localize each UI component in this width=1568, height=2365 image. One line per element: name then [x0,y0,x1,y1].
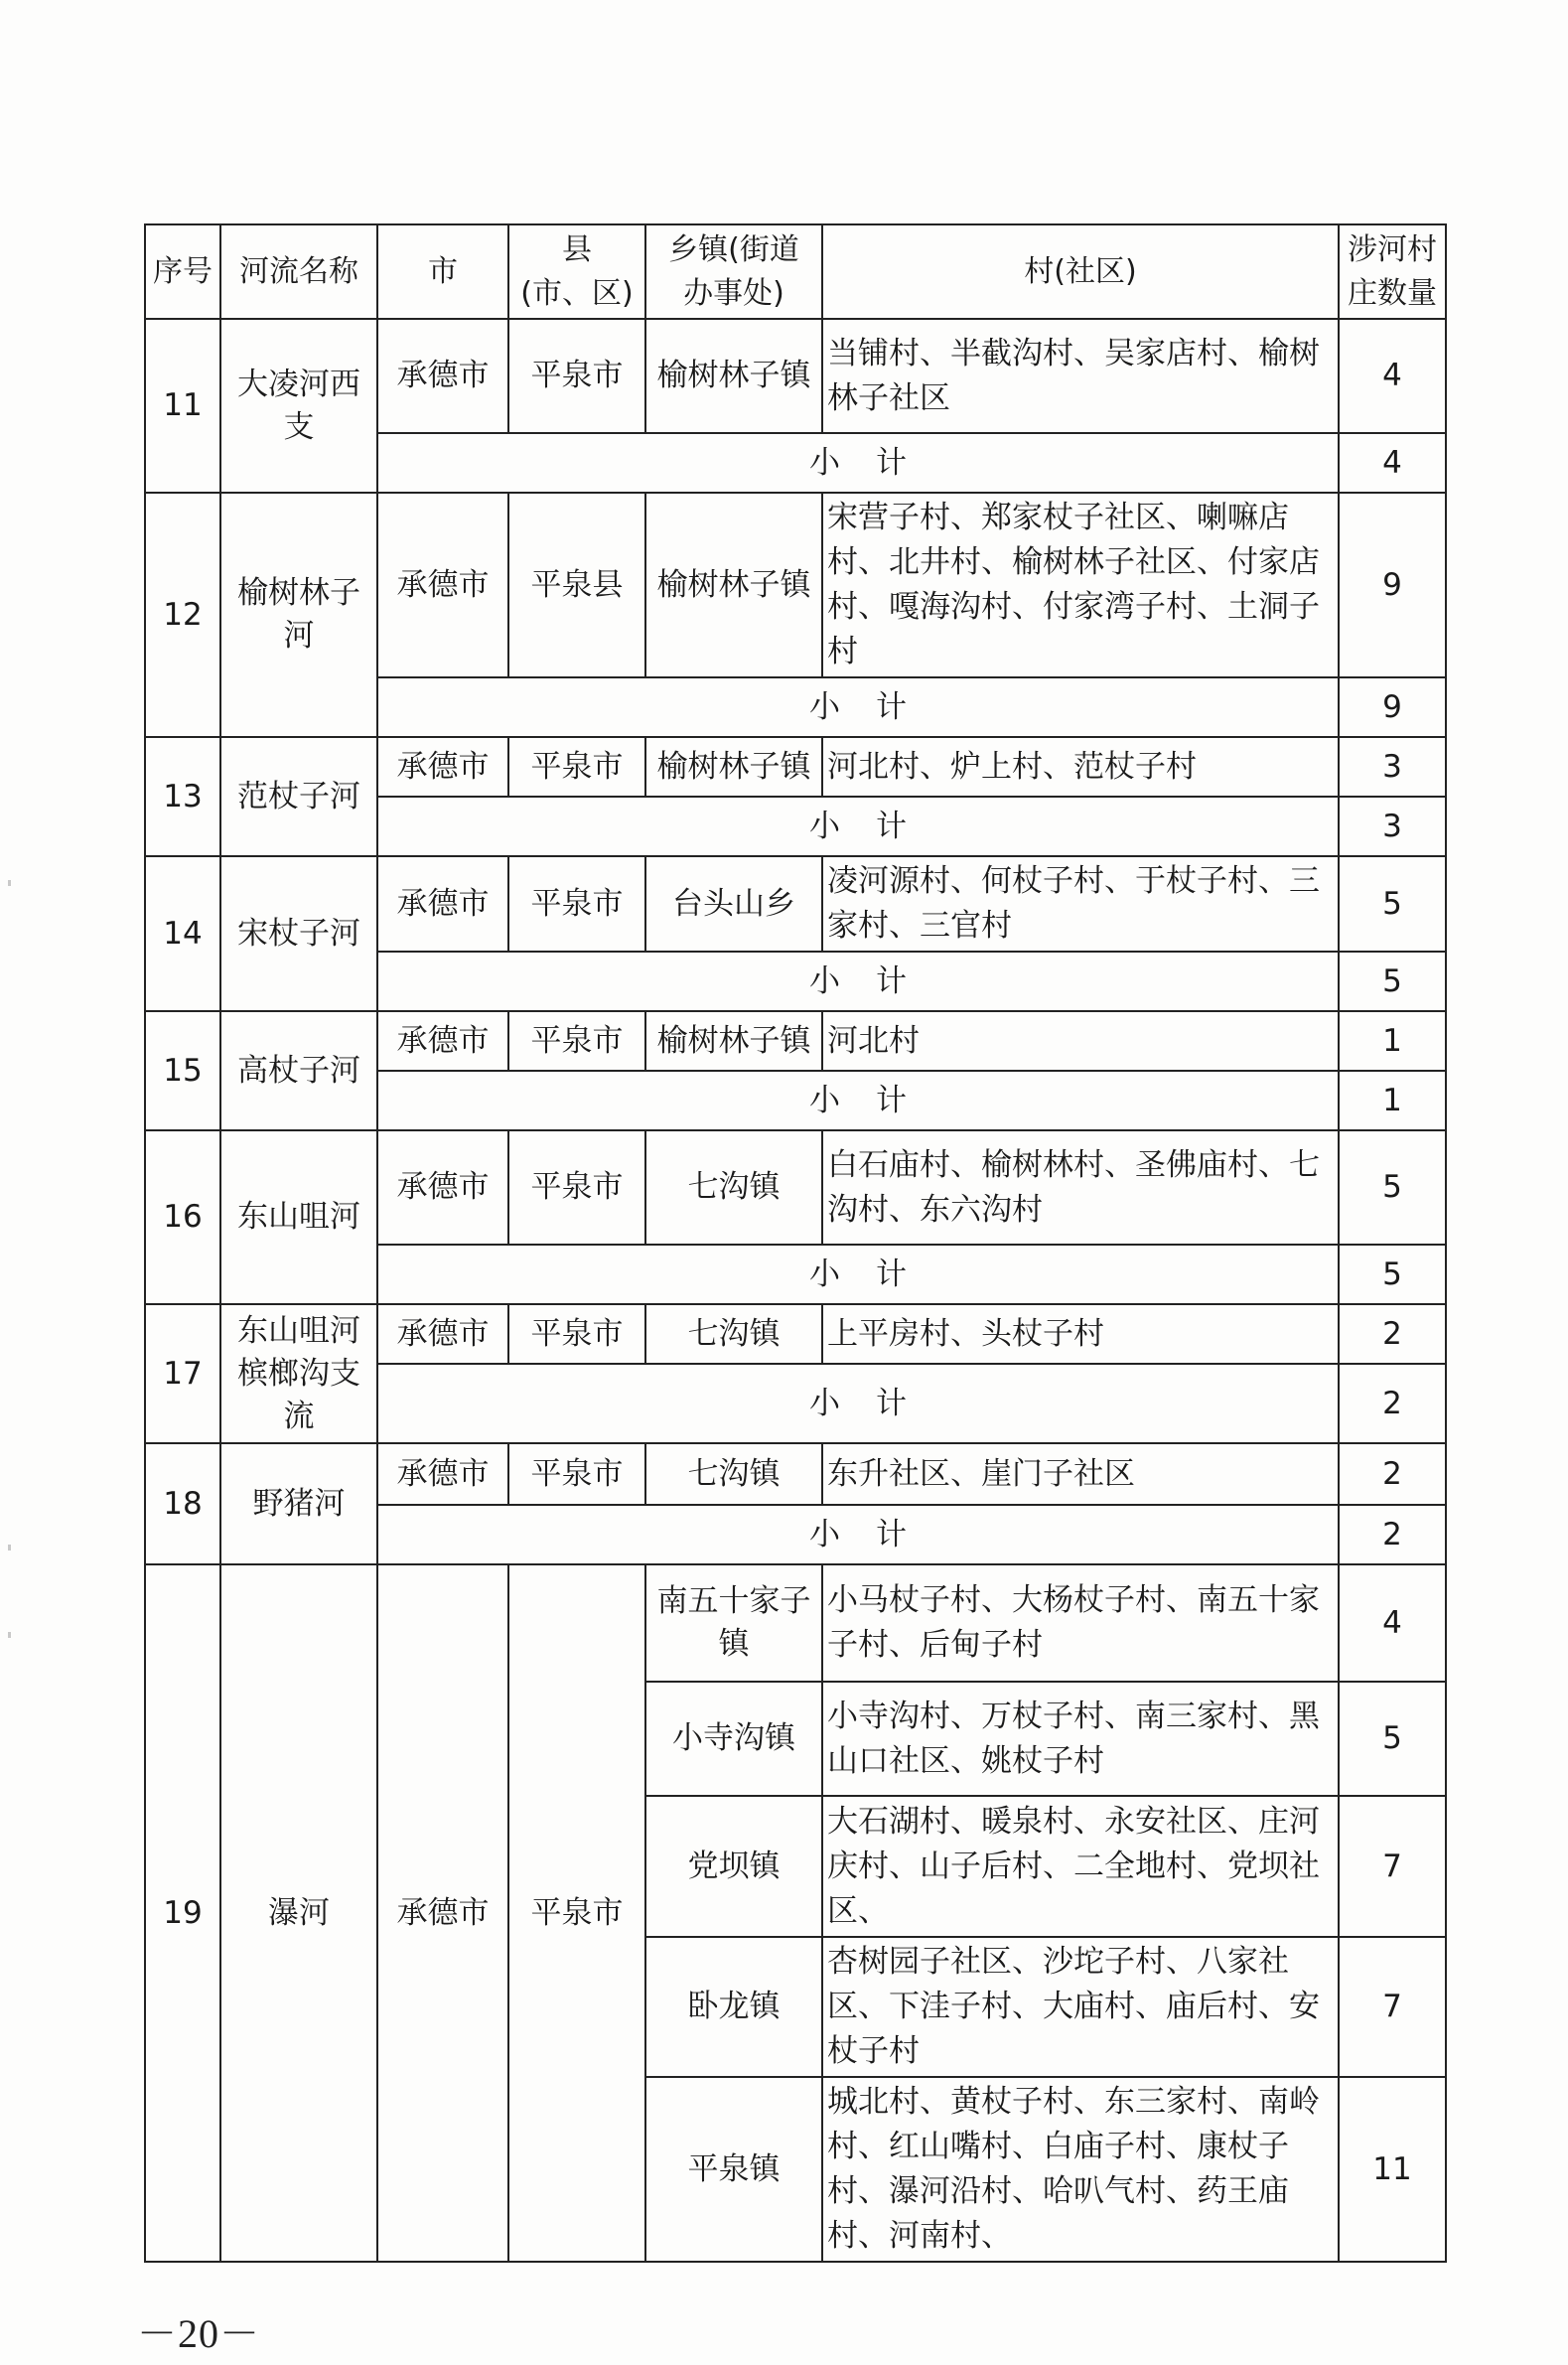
village-list: 凌河源村、何杖子村、于杖子村、三家村、三官村 [822,856,1339,952]
scan-mark [8,880,11,886]
table-row [145,493,1446,677]
header-river-name: 河流名称 [220,224,377,319]
village-count: 2 [1339,1304,1446,1364]
subtotal-count: 1 [1339,1071,1446,1130]
city-cell: 承德市 [377,1130,508,1245]
village-list: 河北村、炉上村、范杖子村 [822,737,1339,797]
town-cell: 七沟镇 [645,1130,822,1245]
subtotal-count: 2 [1339,1364,1446,1443]
town-cell: 台头山乡 [645,856,822,952]
village-count: 9 [1339,493,1446,677]
row-index: 13 [145,737,220,856]
village-list: 当铺村、半截沟村、吴家店村、榆树林子社区 [822,319,1339,433]
river-name: 榆树林子河 [220,493,377,737]
table-row [145,1011,1446,1071]
subtotal-label: 小 计 [377,1245,1339,1304]
table-row [145,856,1446,952]
river-name: 东山咀河 [220,1130,377,1304]
county-cell: 平泉市 [508,1564,645,2262]
table-row [145,1304,1446,1364]
county-cell: 平泉市 [508,856,645,952]
village-count: 1 [1339,1011,1446,1071]
row-index: 15 [145,1011,220,1130]
header-village: 村(社区) [822,224,1339,319]
village-list: 小寺沟村、万杖子村、南三家村、黑山口社区、姚杖子村 [822,1682,1339,1796]
scan-mark [8,1545,11,1551]
village-count: 7 [1339,1796,1446,1937]
county-cell: 平泉市 [508,1304,645,1364]
header-town: 乡镇(街道 办事处) [645,224,822,319]
river-name: 宋杖子河 [220,856,377,1011]
subtotal-label: 小 计 [377,797,1339,856]
subtotal-label: 小 计 [377,1505,1339,1564]
county-cell: 平泉市 [508,1011,645,1071]
town-cell: 七沟镇 [645,1304,822,1364]
subtotal-count: 4 [1339,433,1446,493]
town-cell: 党坝镇 [645,1796,822,1937]
river-name: 大凌河西支 [220,319,377,493]
header-village-count: 涉河村 庄数量 [1339,224,1446,319]
village-list: 杏树园子社区、沙坨子村、八家社区、下洼子村、大庙村、庙后村、安杖子村 [822,1937,1339,2077]
city-cell: 承德市 [377,1443,508,1505]
header-index: 序号 [145,224,220,319]
row-index: 18 [145,1443,220,1564]
county-cell: 平泉市 [508,1130,645,1245]
city-cell: 承德市 [377,1011,508,1071]
table-row [145,1130,1446,1245]
town-cell: 平泉镇 [645,2077,822,2262]
river-name: 东山咀河槟榔沟支流 [220,1304,377,1443]
town-cell: 榆树林子镇 [645,737,822,797]
village-list: 宋营子村、郑家杖子社区、喇嘛店村、北井村、榆树林子社区、付家店村、嘎海沟村、付家湾子村、土洞子村 [822,493,1339,677]
village-count: 2 [1339,1443,1446,1505]
village-count: 4 [1339,319,1446,433]
page-number: －20－ [137,2311,260,2356]
village-count: 5 [1339,1130,1446,1245]
subtotal-label: 小 计 [377,1071,1339,1130]
city-cell: 承德市 [377,1304,508,1364]
village-list: 东升社区、崖门子社区 [822,1443,1339,1505]
subtotal-label: 小 计 [377,677,1339,737]
town-cell: 南五十家子镇 [645,1564,822,1682]
town-cell: 小寺沟镇 [645,1682,822,1796]
river-name: 野猪河 [220,1443,377,1564]
row-index: 12 [145,493,220,737]
city-cell: 承德市 [377,319,508,433]
village-count: 5 [1339,1682,1446,1796]
river-village-table [144,223,1447,2263]
scan-mark [8,1632,11,1638]
village-list: 河北村 [822,1011,1339,1071]
subtotal-label: 小 计 [377,433,1339,493]
village-count: 11 [1339,2077,1446,2262]
table-header-row [145,224,1446,319]
village-count: 5 [1339,856,1446,952]
table-row [145,737,1446,797]
village-count: 3 [1339,737,1446,797]
town-cell: 榆树林子镇 [645,319,822,433]
county-cell: 平泉市 [508,737,645,797]
table-row [145,1564,1446,1682]
table-row [145,1443,1446,1505]
river-name: 高杖子河 [220,1011,377,1130]
village-list: 城北村、黄杖子村、东三家村、南岭村、红山嘴村、白庙子村、康杖子村、瀑河沿村、哈叭气村、药王庙村、河南村、 [822,2077,1339,2262]
subtotal-count: 5 [1339,1245,1446,1304]
city-cell: 承德市 [377,493,508,677]
header-city: 市 [377,224,508,319]
row-index: 16 [145,1130,220,1304]
row-index: 14 [145,856,220,1011]
village-list: 白石庙村、榆树林村、圣佛庙村、七沟村、东六沟村 [822,1130,1339,1245]
county-cell: 平泉县 [508,493,645,677]
village-count: 7 [1339,1937,1446,2077]
county-cell: 平泉市 [508,319,645,433]
city-cell: 承德市 [377,1564,508,2262]
city-cell: 承德市 [377,737,508,797]
city-cell: 承德市 [377,856,508,952]
village-list: 小马杖子村、大杨杖子村、南五十家子村、后甸子村 [822,1564,1339,1682]
subtotal-count: 3 [1339,797,1446,856]
row-index: 17 [145,1304,220,1443]
town-cell: 卧龙镇 [645,1937,822,2077]
subtotal-count: 9 [1339,677,1446,737]
subtotal-count: 5 [1339,952,1446,1011]
subtotal-count: 2 [1339,1505,1446,1564]
table-row [145,319,1446,433]
header-county: 县 (市、区) [508,224,645,319]
town-cell: 榆树林子镇 [645,493,822,677]
village-count: 4 [1339,1564,1446,1682]
river-name: 瀑河 [220,1564,377,2262]
row-index: 11 [145,319,220,493]
river-name: 范杖子河 [220,737,377,856]
subtotal-label: 小 计 [377,952,1339,1011]
town-cell: 七沟镇 [645,1443,822,1505]
row-index: 19 [145,1564,220,2262]
subtotal-label: 小 计 [377,1364,1339,1443]
village-list: 大石湖村、暖泉村、永安社区、庄河庆村、山子后村、二全地村、党坝社区、 [822,1796,1339,1937]
village-list: 上平房村、头杖子村 [822,1304,1339,1364]
county-cell: 平泉市 [508,1443,645,1505]
town-cell: 榆树林子镇 [645,1011,822,1071]
